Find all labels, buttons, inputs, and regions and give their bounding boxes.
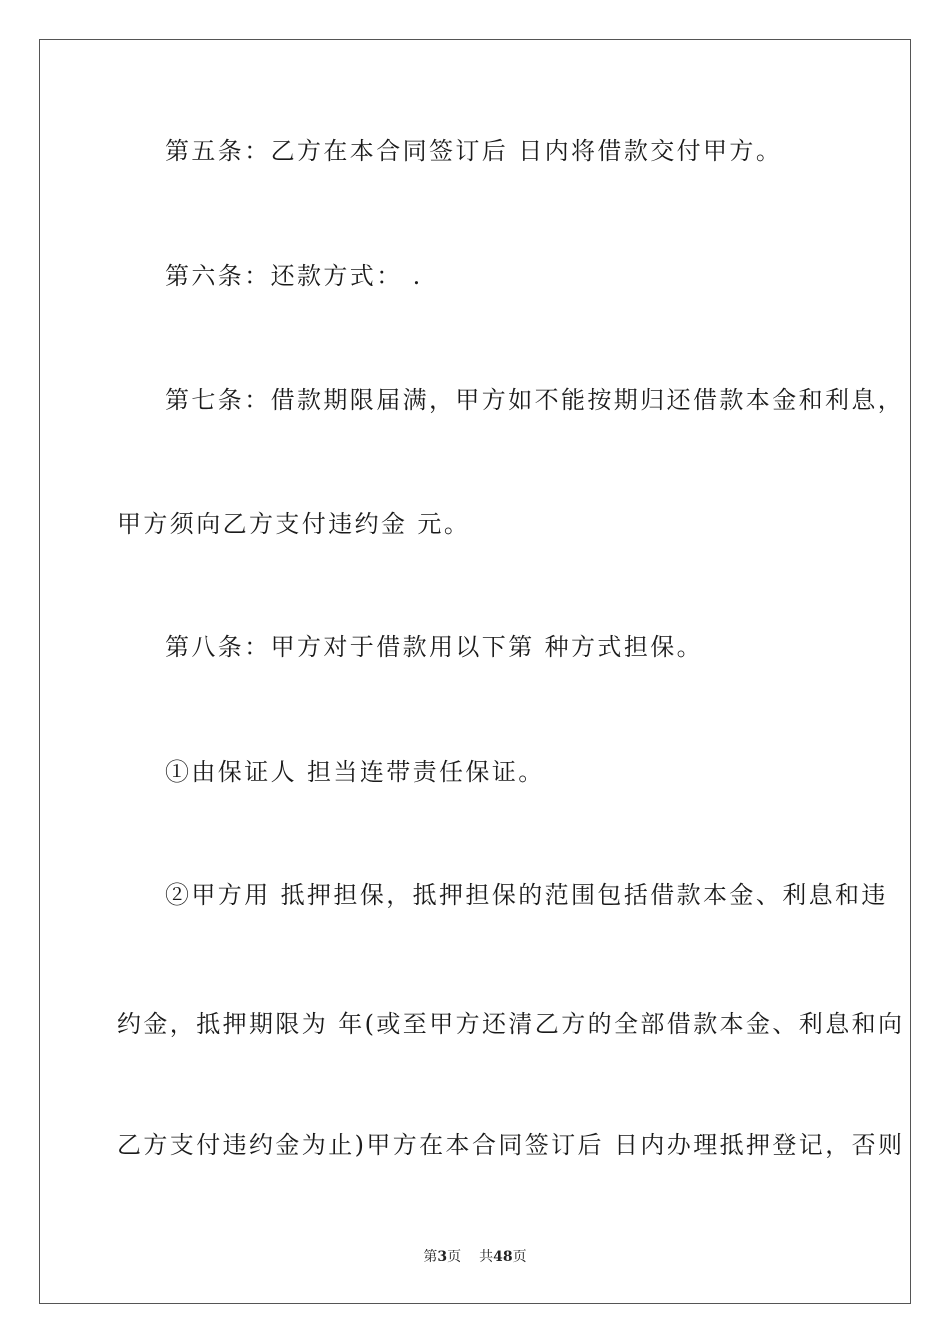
option-2-line-3: 乙方支付违约金为止)甲方在本合同签订后 日内办理抵押登记，否则 <box>117 1131 905 1159</box>
page-number: 3 <box>437 1249 448 1265</box>
option-2-line-1: ②甲方用 抵押担保，抵押担保的范围包括借款本金、利息和违 <box>165 881 888 909</box>
page-prefix: 第 <box>423 1249 438 1265</box>
total-prefix: 共 <box>479 1249 494 1265</box>
clause-6-line: 第六条：还款方式： . <box>165 262 423 290</box>
option-1-line: ①由保证人 担当连带责任保证。 <box>165 758 545 786</box>
clause-7-line-1: 第七条：借款期限届满，甲方如不能按期归还借款本金和利息， <box>165 386 905 414</box>
page-footer <box>0 1248 950 1266</box>
page-suffix: 页 <box>447 1249 462 1265</box>
clause-8-line: 第八条：甲方对于借款用以下第 种方式担保。 <box>165 633 704 661</box>
page-frame <box>39 39 911 1304</box>
total-suffix: 页 <box>512 1249 527 1265</box>
clause-5-line: 第五条：乙方在本合同签订后 日内将借款交付甲方。 <box>165 137 783 165</box>
option-2-line-2: 约金，抵押期限为 年(或至甲方还清乙方的全部借款本金、利息和向 <box>117 1010 905 1038</box>
clause-7-line-2: 甲方须向乙方支付违约金 元。 <box>117 510 471 538</box>
total-pages: 48 <box>493 1249 513 1265</box>
